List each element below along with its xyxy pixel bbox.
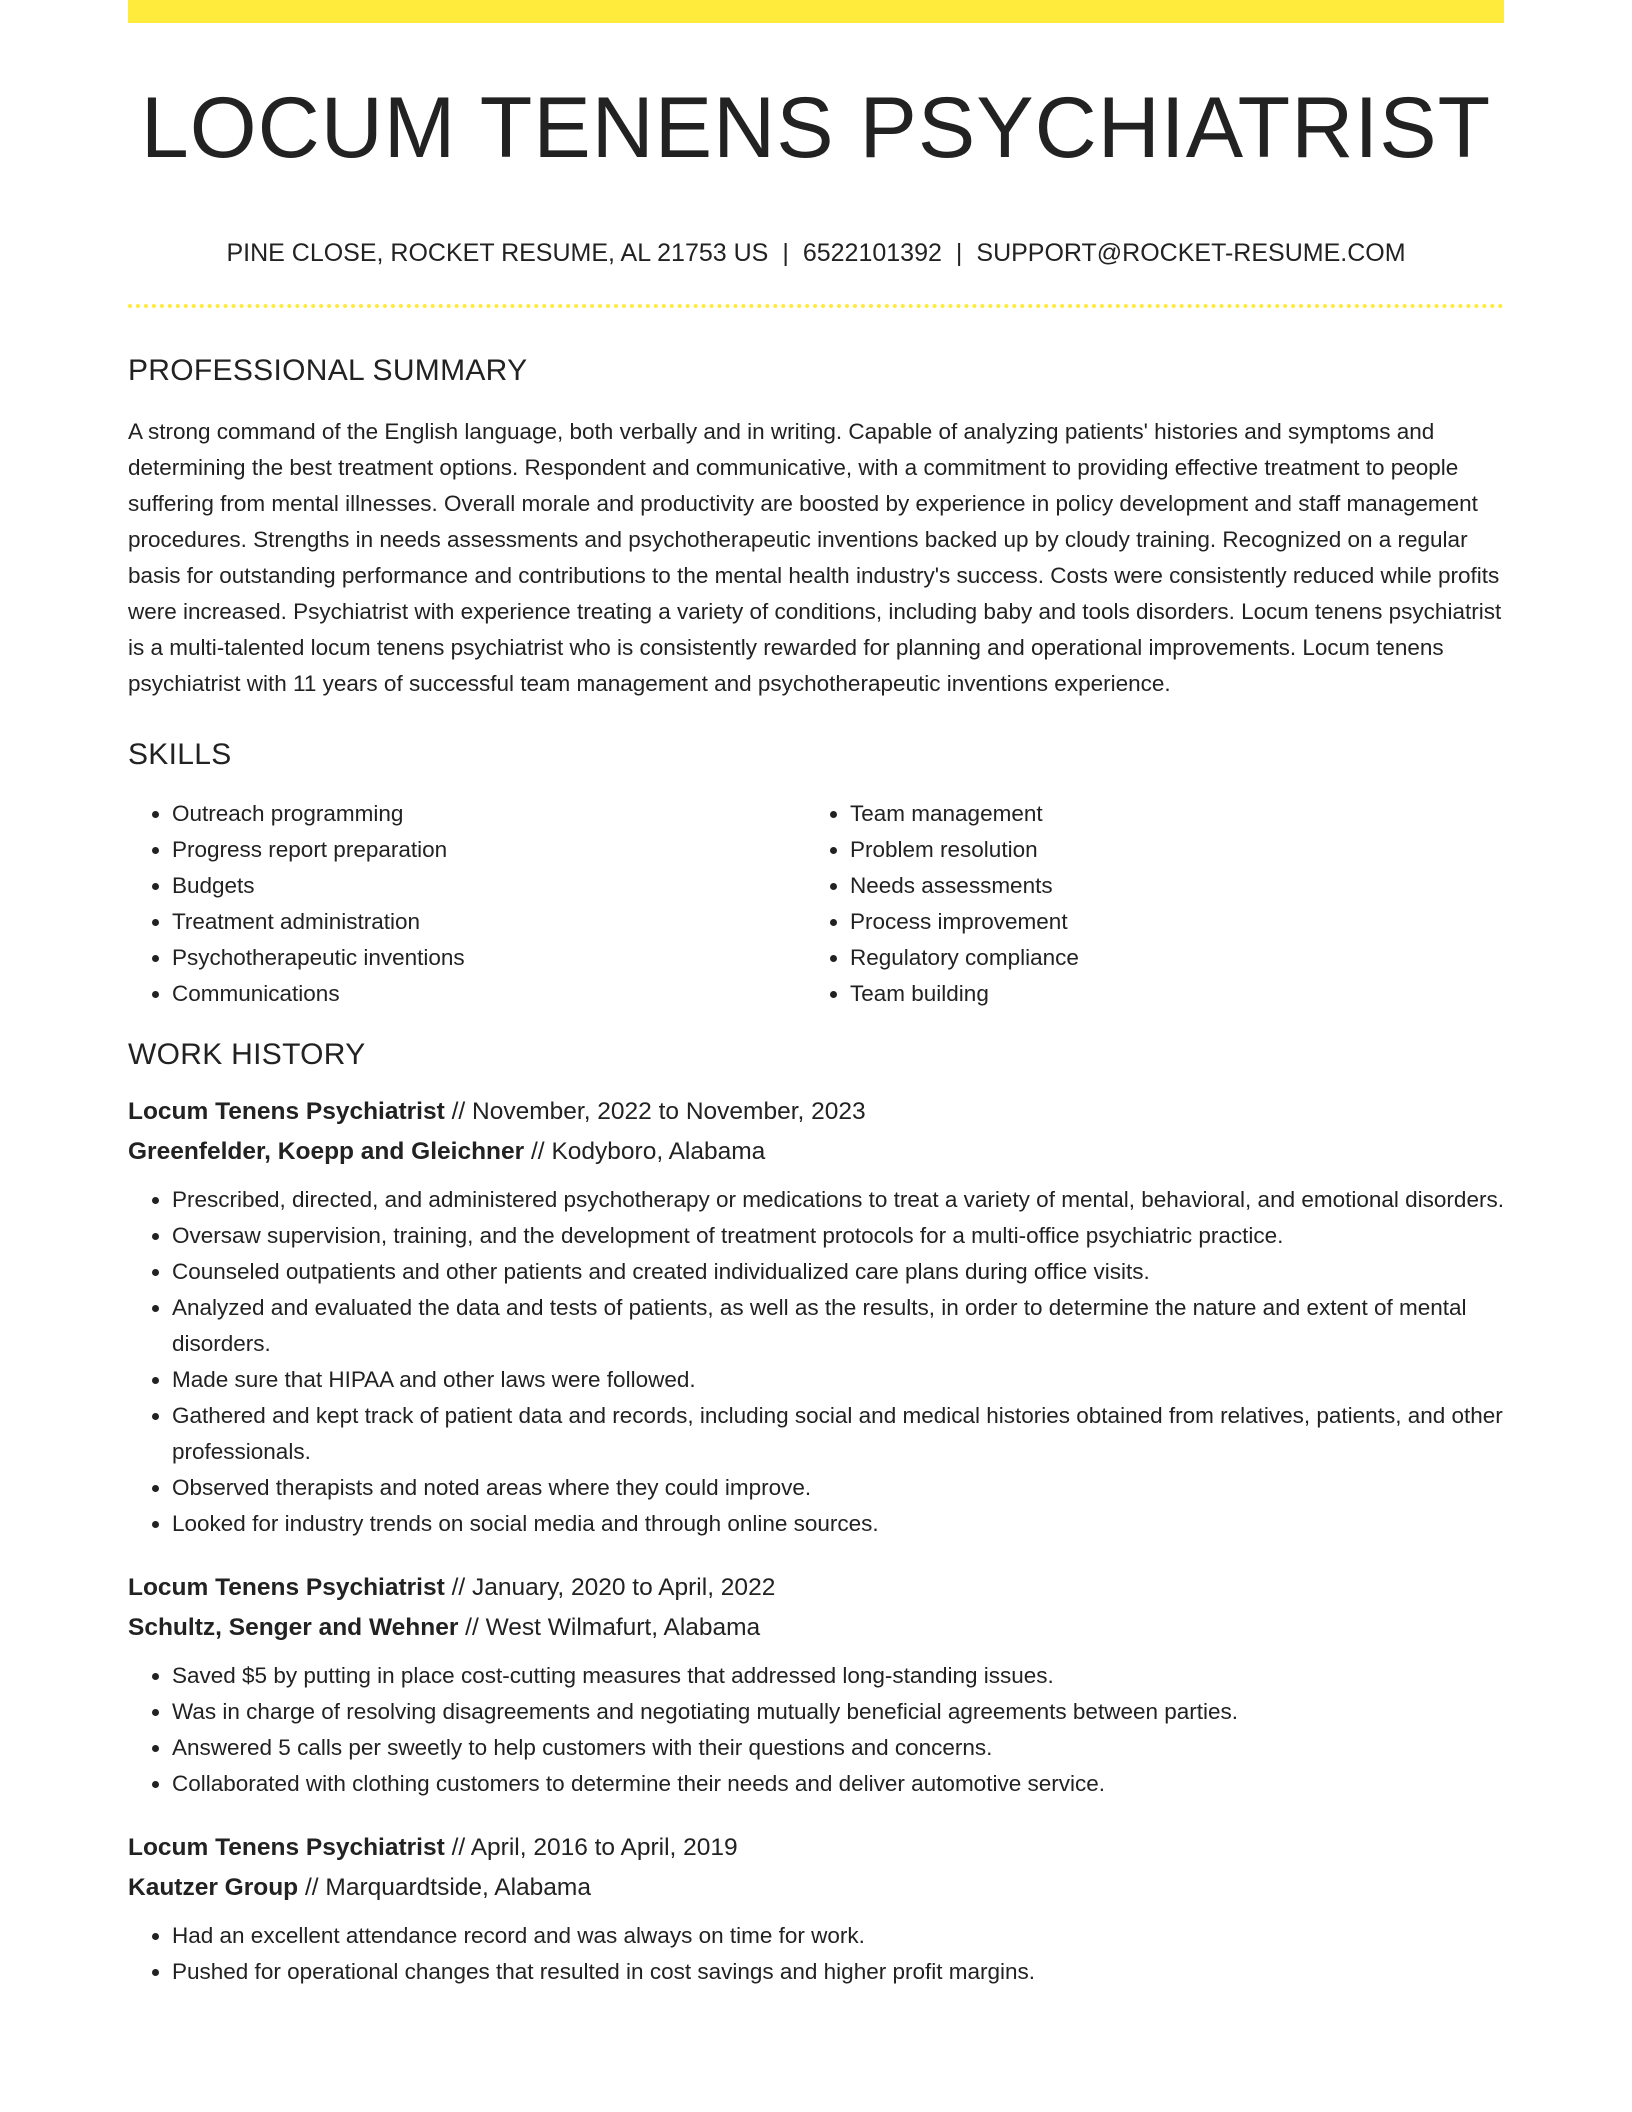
skill-item: • Needs assessments [850,868,1484,904]
contact-address: PINE CLOSE, ROCKET RESUME, AL 21753 US [226,238,769,267]
job-entry [128,1828,1504,1908]
skill-item: • Process improvement [850,904,1484,940]
job-company-line [128,1608,1504,1648]
job-bullet: • Pushed for operational changes that resulted in cost savings and higher profit margins. [172,1954,1504,1990]
job-bullet: • Observed therapists and noted areas where they could improve. [172,1470,1504,1506]
summary-paragraph: A strong command of the English language, both verbally and in writing. Capable of analyzing patients' histories and symptoms and determining the best treatment options. Respondent and communicative, with a commitment to providing effective treatment to people suffering from mental illnesses. Overall morale and productivity are boosted by experience in policy development and staff management procedures. Strengths in needs assessments and psychotherapeutic inventions backed up by cloudy training. Recognized on a regular basis for outstanding performance and contributions to the mental health industry's success. Costs were consistently reduced while profits were increased. Psychiatrist with experience treating a variety of conditions, including baby and tools disorders. Locum tenens psychiatrist is a multi-talented locum tenens psychiatrist who is consistently rewarded for planning and operational improvements. Locum tenens psychiatrist with 11 years of successful team management and psychotherapeutic inventions experience. [128,418,1502,696]
job-bullet: • Looked for industry trends on social media and through online sources. [172,1506,1504,1542]
skills-column-right [806,796,1484,1012]
job-bullet: • Made sure that HIPAA and other laws were followed. [172,1362,1504,1398]
skill-item: • Treatment administration [172,904,806,940]
skill-item: • Psychotherapeutic inventions [172,940,806,976]
skill-item: • Communications [172,976,806,1012]
job-bullet: • Gathered and kept track of patient data and records, including social and medical histories obtained from relatives, patients, and other professionals. [172,1398,1504,1470]
meta-separator: // [451,1833,466,1861]
job-bullet: • Saved $5 by putting in place cost-cutting measures that addressed long-standing issues. [172,1658,1504,1694]
job-location: West Wilmafurt, Alabama [485,1613,761,1641]
meta-separator: // [451,1573,466,1601]
job-company: Greenfelder, Koepp and Gleichner [128,1137,525,1165]
job-company: Schultz, Senger and Wehner [128,1613,459,1641]
job-bullet: • Answered 5 calls per sweetly to help customers with their questions and concerns. [172,1730,1504,1766]
meta-separator: // [304,1873,319,1901]
job-bullet: • Had an excellent attendance record and was always on time for work. [172,1918,1504,1954]
meta-separator: // [531,1137,545,1165]
job-company-line [128,1868,1504,1908]
job-bullet: • Analyzed and evaluated the data and tests of patients, as well as the results, in order to determine the nature and extent of mental disorders. [172,1290,1504,1362]
job-title-line [128,1828,1504,1868]
contact-email: SUPPORT@ROCKET-RESUME.COM [976,238,1406,267]
skill-item: • Regulatory compliance [850,940,1484,976]
contact-separator: | [782,238,789,267]
skills-grid [128,796,1504,1012]
work-history-heading: WORK HISTORY [128,1037,366,1071]
skill-item: • Problem resolution [850,832,1484,868]
skills-heading: SKILLS [128,737,232,771]
job-title-line [128,1568,1504,1608]
job-dates: November, 2022 to November, 2023 [472,1097,866,1125]
job-position: Locum Tenens Psychiatrist [128,1097,445,1125]
job-company: Kautzer Group [128,1873,299,1901]
job-title-line [128,1092,1504,1132]
contact-line [128,238,1504,268]
job-bullet: • Counseled outpatients and other patients and created individualized care plans during office visits. [172,1254,1504,1290]
resume-title: LOCUM TENENS PSYCHIATRIST [140,80,1492,176]
contact-phone: 6522101392 [802,238,942,267]
skills-column-left [128,796,806,1012]
job-entry [128,1092,1504,1172]
job-dates: January, 2020 to April, 2022 [472,1573,776,1601]
job-entry [128,1568,1504,1648]
skill-item: • Budgets [172,868,806,904]
skill-item: • Team management [850,796,1484,832]
job-bullet: • Was in charge of resolving disagreements and negotiating mutually beneficial agreements between parties. [172,1694,1504,1730]
job-bullets [128,1182,1504,1542]
meta-separator: // [465,1613,479,1641]
job-location: Marquardtside, Alabama [325,1873,591,1901]
job-position: Locum Tenens Psychiatrist [128,1573,445,1601]
job-location: Kodyboro, Alabama [551,1137,766,1165]
skill-item: • Progress report preparation [172,832,806,868]
meta-separator: // [451,1097,466,1125]
dotted-divider [128,304,1504,308]
job-bullet: • Oversaw supervision, training, and the development of treatment protocols for a multi-office psychiatric practice. [172,1218,1504,1254]
job-bullet: • Collaborated with clothing customers to determine their needs and deliver automotive service. [172,1766,1504,1802]
job-bullet: • Prescribed, directed, and administered psychotherapy or medications to treat a variety of mental, behavioral, and emotional disorders. [172,1182,1504,1218]
summary-heading: PROFESSIONAL SUMMARY [128,353,528,387]
contact-separator: | [955,238,963,267]
job-position: Locum Tenens Psychiatrist [128,1833,445,1861]
accent-top-bar [128,0,1504,23]
job-bullets [128,1658,1504,1802]
skill-item: • Outreach programming [172,796,806,832]
job-dates: April, 2016 to April, 2019 [470,1833,738,1861]
skill-item: • Team building [850,976,1484,1012]
resume-page [128,0,1504,1990]
job-company-line [128,1132,1504,1172]
job-bullets [128,1918,1504,1990]
